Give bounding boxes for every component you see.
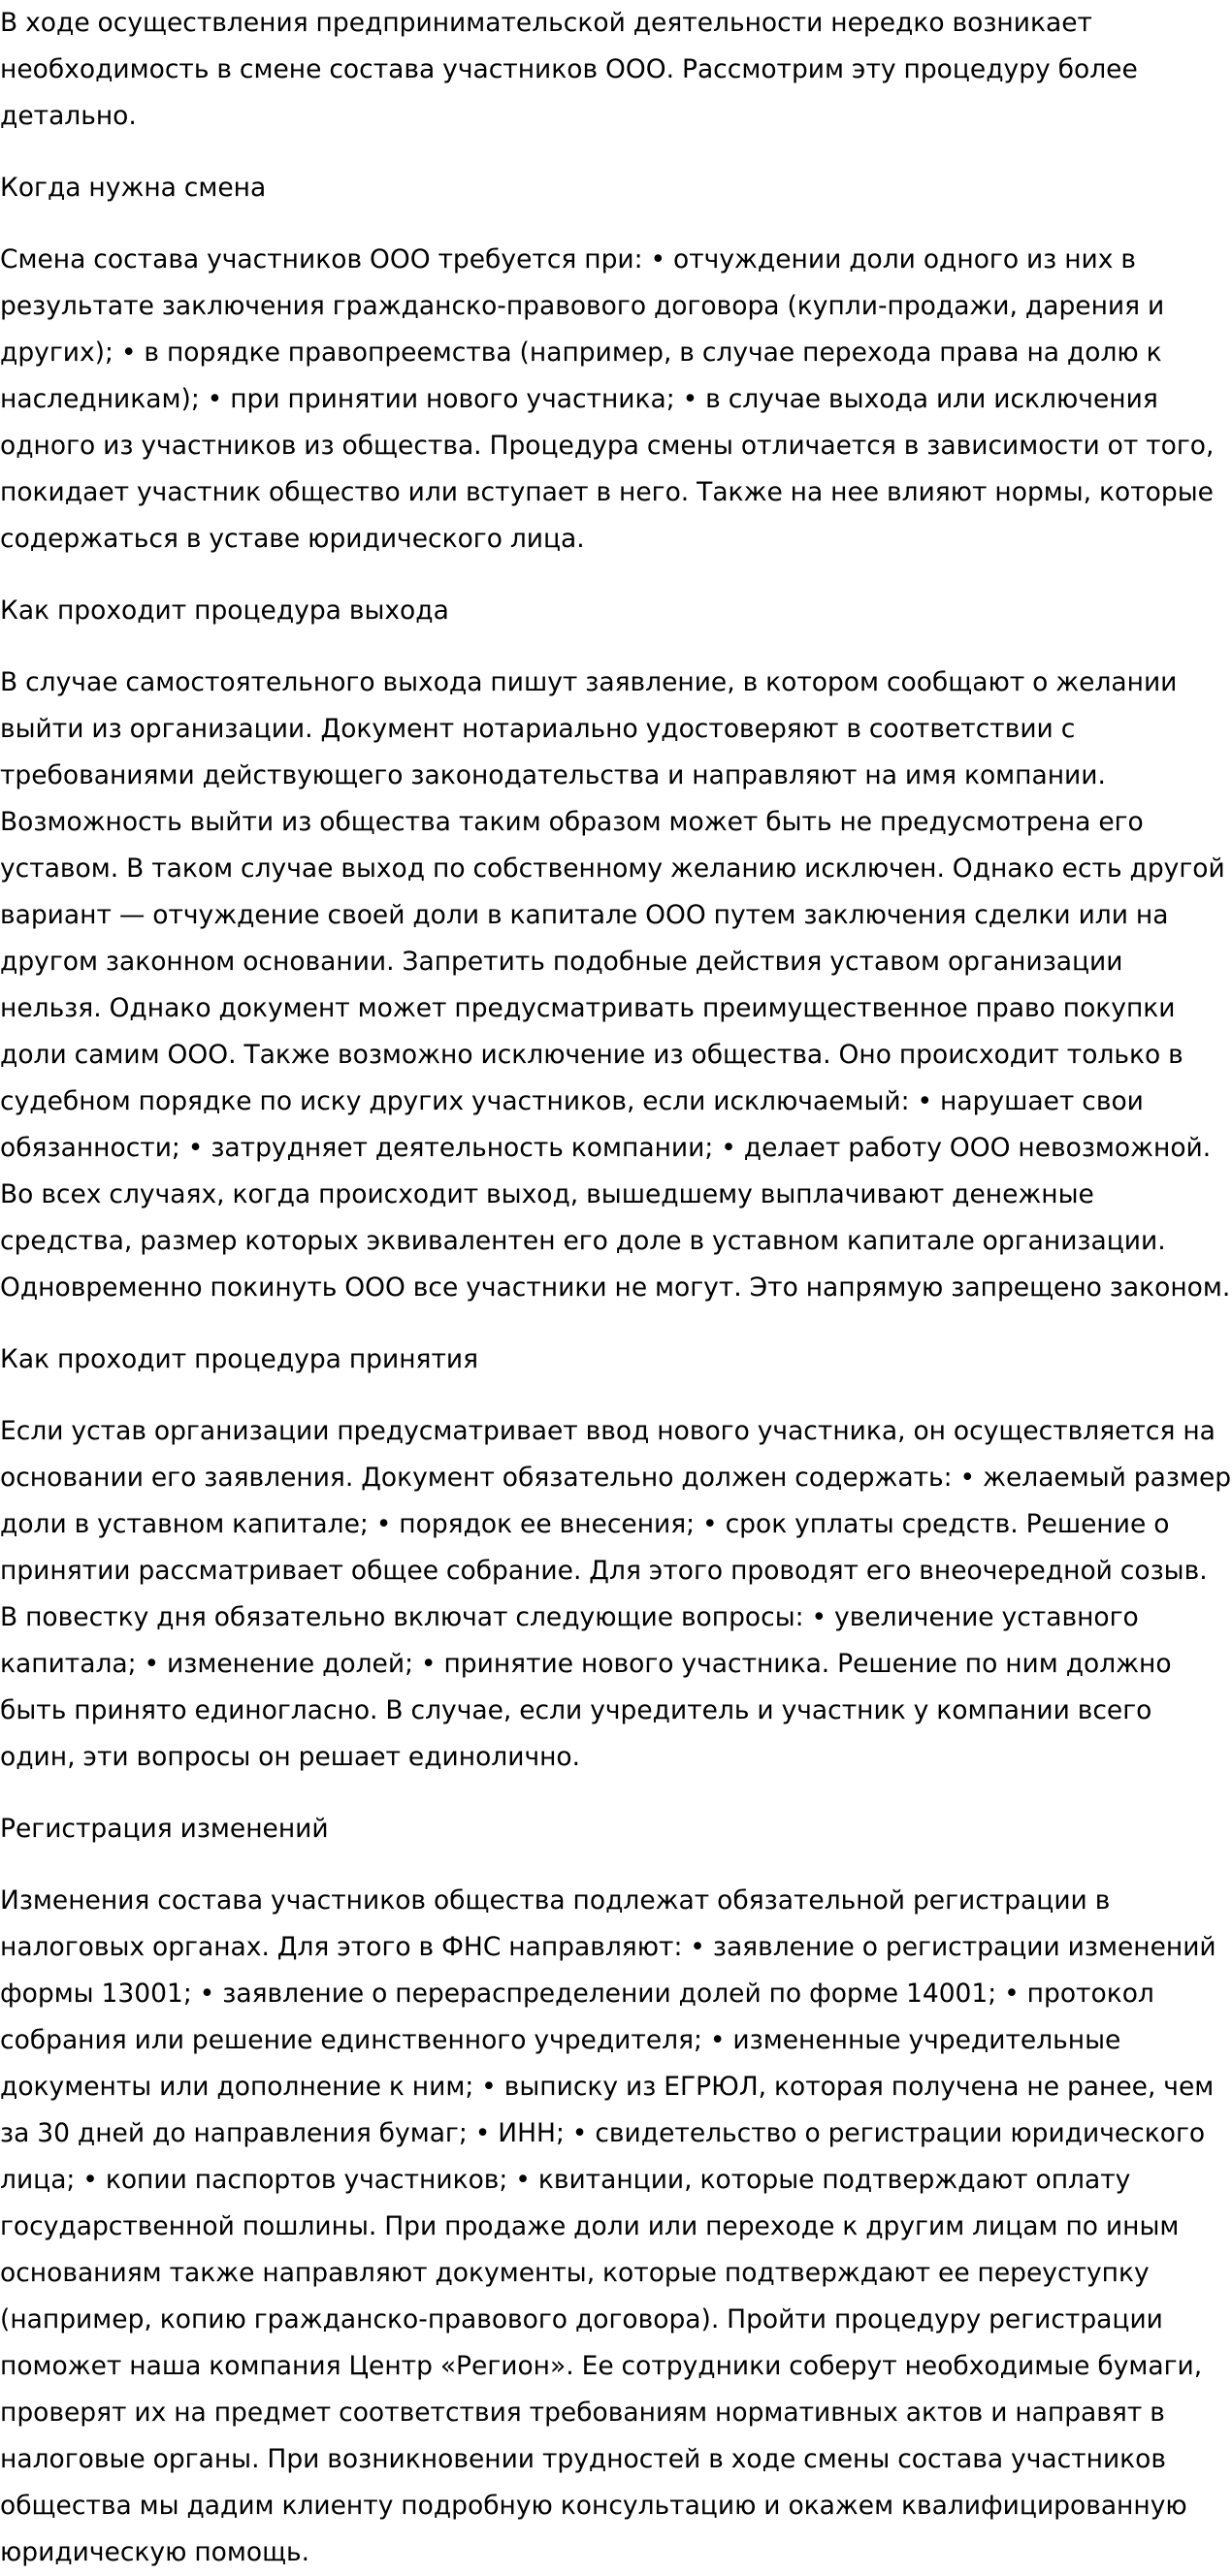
section-heading-when-needed: Когда нужна смена: [0, 173, 267, 203]
section-body-admission-procedure: Если устав организации предусматривает ввод нового участника, он осуществляется на основании его заявления. Документ обязательно должен содержать: • желаемый размер доли в уставном капитале; • порядок ее внесения; • срок уплаты средств. Решение о принятии рассматривает общее собрание. Для этого проводят его внеочередной созыв. В повестку дня обязательно включат следующие вопросы: • увеличение уставного капитала; • изменение долей; • принятие нового участника. Решение по ним должно быть принято единогласно. В случае, если учредитель и участник у компании всего один, эти вопросы он решает единолично.: [0, 1416, 1232, 1772]
section-heading-admission-procedure: Как проходит процедура принятия: [0, 1344, 479, 1374]
section-heading-exit-procedure: Как проходит процедура выхода: [0, 596, 449, 626]
section-body-registration: Изменения состава участников общества подлежат обязательной регистрации в налоговых органах. Для этого в ФНС направляют: • заявление о регистрации изменений формы 13001; • заявление о перераспределении долей по форме 14001; • протокол собрания или решение единственного учредителя; • измененные учредительные документы или дополнение к ним; • выписку из ЕГРЮЛ, которая получена не ранее, чем за 30 дней до направления бумаг; • ИНН; • свидетельство о регистрации юридического лица; • копии паспортов участников; • квитанции, которые подтверждают оплату государственной пошлины. При продаже доли или переходе к другим лицам по иным основаниям также направляют документы, которые подтверждают ее переуступку (например, копию гражданско-правового договора). Пройти процедуру регистрации поможет наша компания Центр «Регион». Ее сотрудники соберут необходимые бумаги, проверят их на предмет соответствия требованиям нормативных актов и направят в налоговые органы. При возникновении трудностей в ходе смены состава участников общества мы дадим клиенту подробную консультацию и окажем квалифицированную юридическую помощь.: [0, 1885, 1216, 2567]
section-heading-registration: Регистрация изменений: [0, 1814, 329, 1844]
section-body-when-needed: Смена состава участников ООО требуется при: • отчуждении доли одного из них в результате заключения гражданско-правового договора (купли-продажи, дарения и других); • в порядке правопреемства (например, в случае перехода права на долю к наследникам); • при принятии нового участника; • в случае выхода или исключения одного из участников из общества. Процедура смены отличается в зависимости от того, покидает участник общество или вступает в него. Также на нее влияют нормы, которые содержаться в уставе юридического лица.: [0, 244, 1215, 554]
intro-paragraph: В ходе осуществления предпринимательской деятельности нередко возникает необходимость в смене состава участников ООО. Рассмотрим эту процедуру более детально.: [0, 8, 1138, 131]
section-body-exit-procedure: В случае самостоятельного выхода пишут заявление, в котором сообщают о желании выйти из организации. Документ нотариально удостоверяют в соответствии с требованиями действующего законодательства и направляют на имя компании. Возможность выйти из общества таким образом может быть не предусмотрена его уставом. В таком случае выход по собственному желанию исключен. Однако есть другой вариант — отчуждение своей доли в капитале ООО путем заключения сделки или на другом законном основании. Запретить подобные действия уставом организации нельзя. Однако документ может предусматривать преимущественное право покупки доли самим ООО. Также возможно исключение из общества. Оно происходит только в судебном порядке по иску других участников, если исключаемый: • нарушает свои обязанности; • затрудняет деятельность компании; • делает работу ООО невозможной. Во всех случаях, когда происходит выход, вышедшему выплачивают денежные средства, размер которых эквивалентен его доле в уставном капитале организации. Одновременно покинуть ООО все участники не могут. Это напрямую запрещено законом.: [0, 667, 1231, 1303]
